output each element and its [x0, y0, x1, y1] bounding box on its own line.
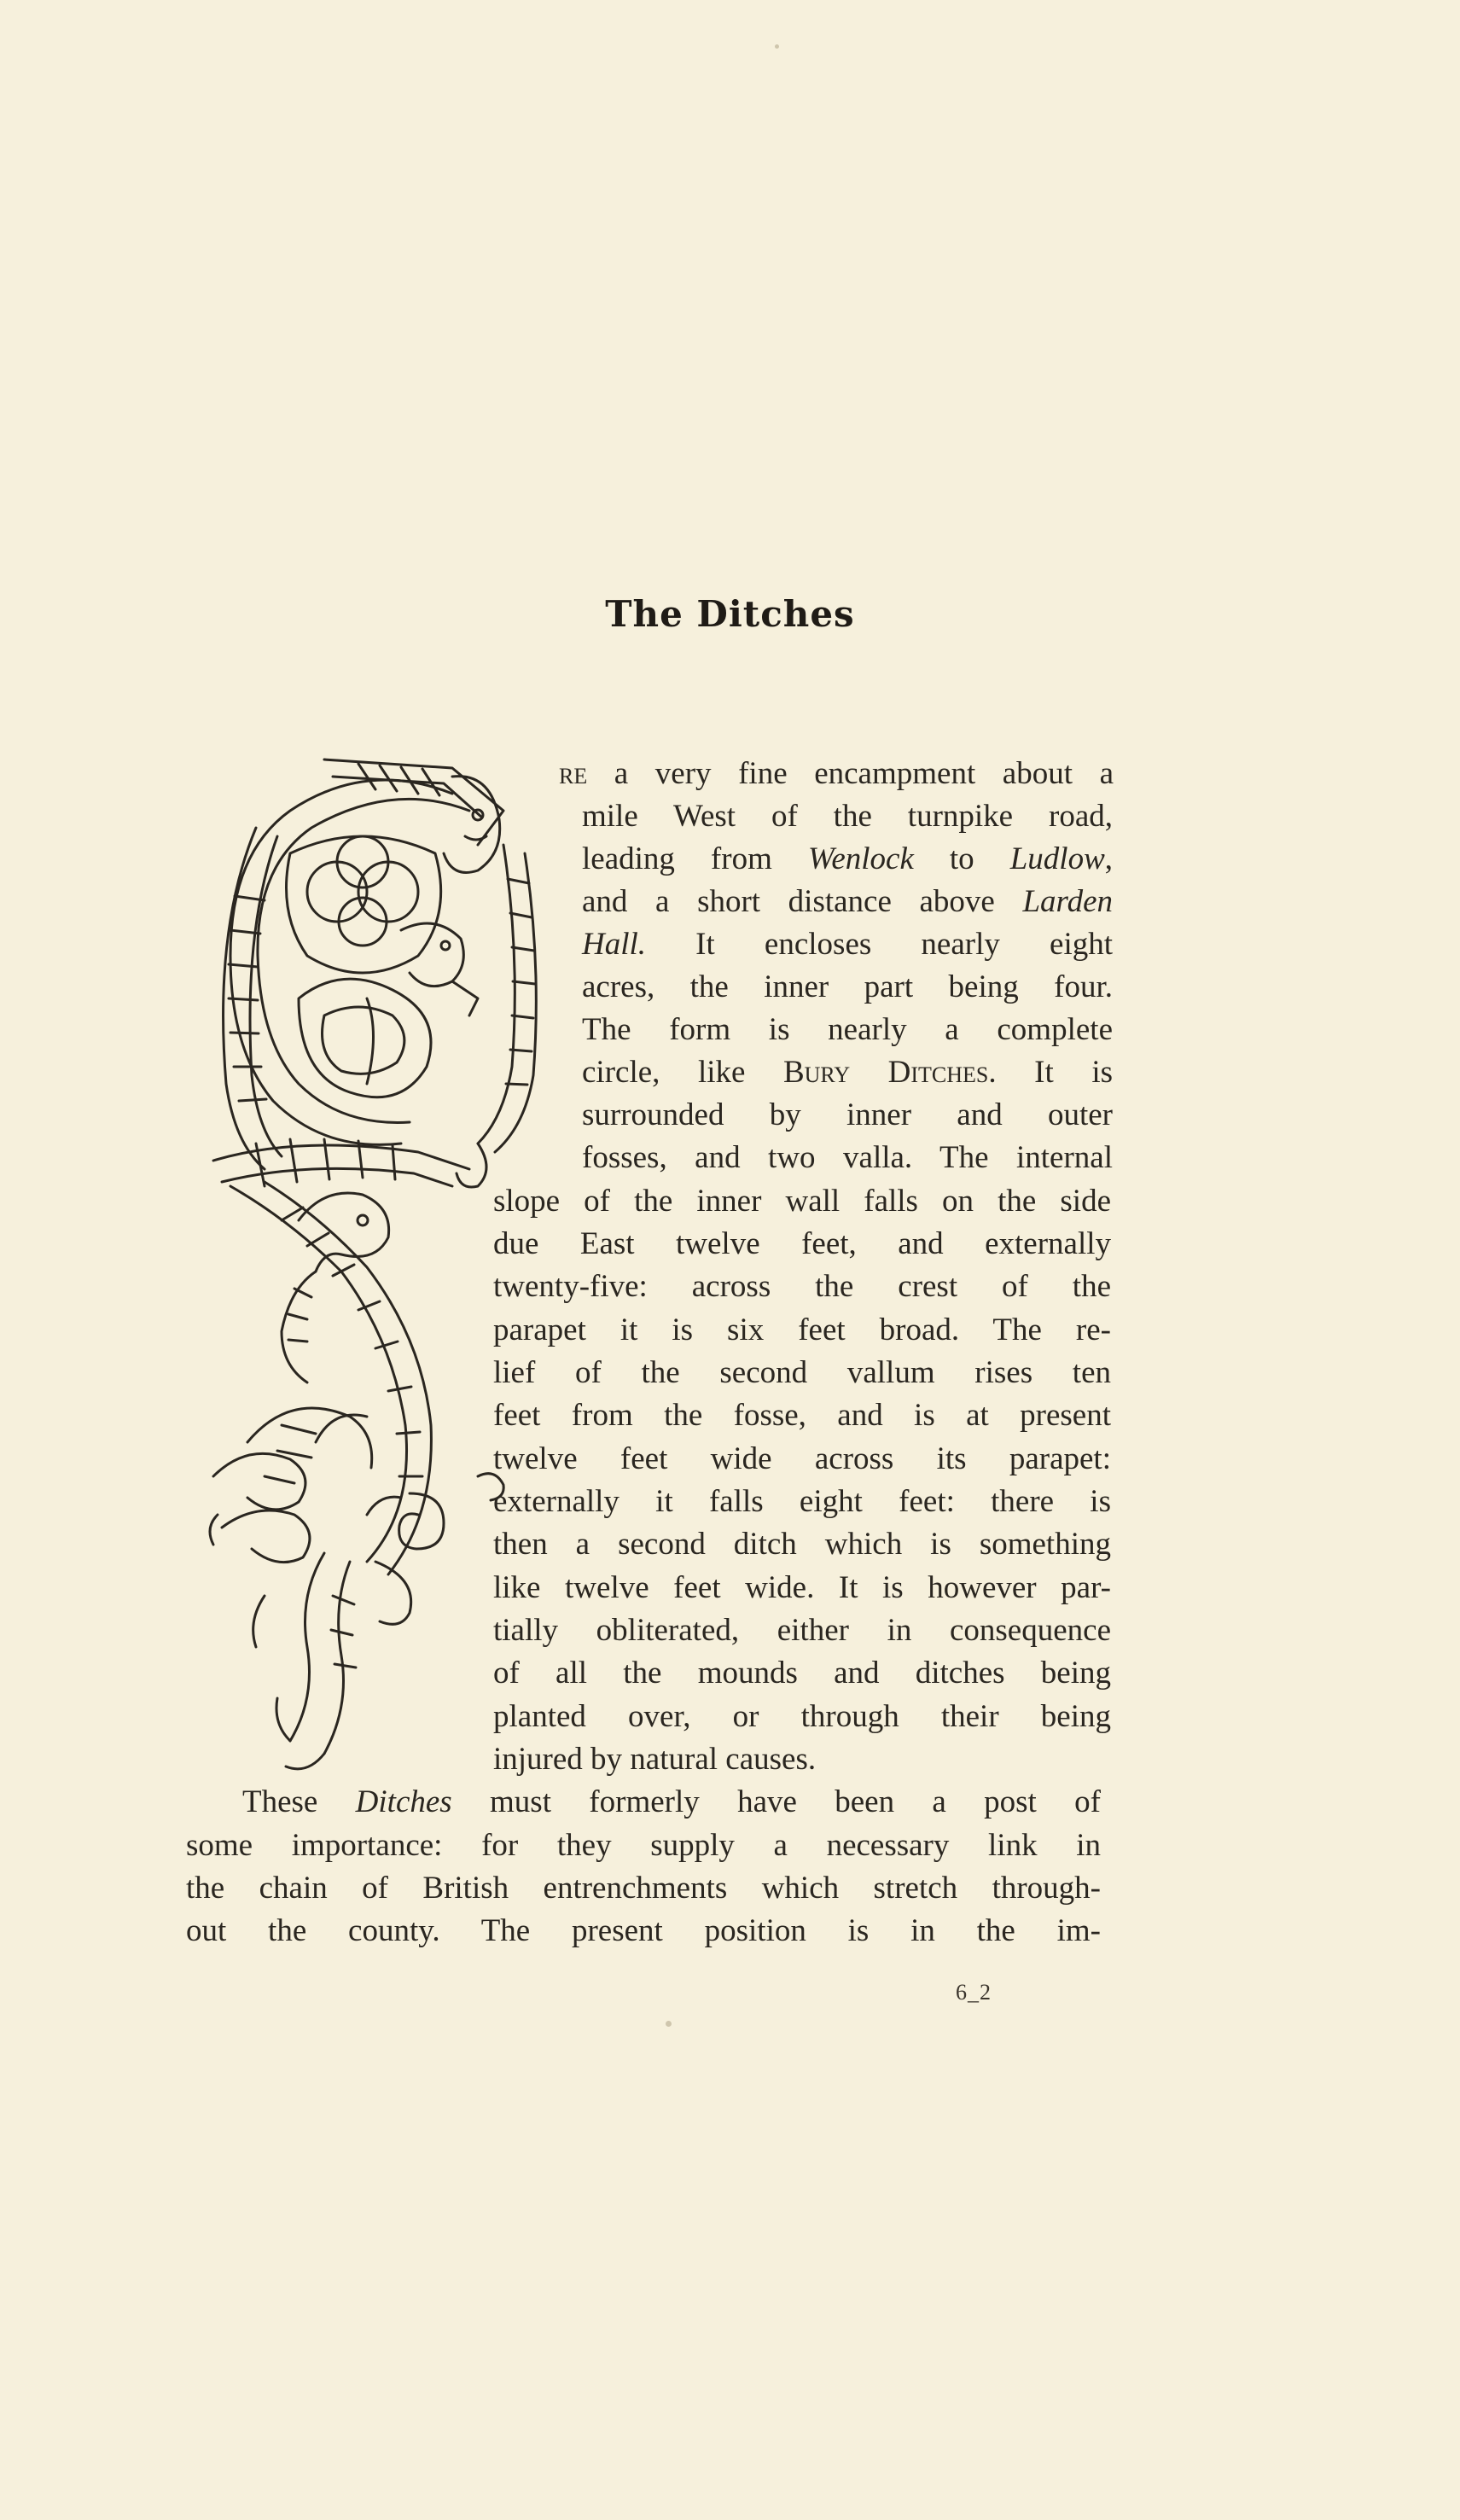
text-line: the chain of British entrenchments which stretch through- [186, 1871, 1101, 1906]
text-line: lief of the second vallum rises ten [493, 1355, 1111, 1390]
chapter-title: The Ditches [605, 593, 855, 635]
text-line: externally it falls eight feet: there is [493, 1484, 1111, 1519]
text-line: parapet it is six feet broad. The re- [493, 1312, 1111, 1347]
text-line: fosses, and two valla. The internal [582, 1140, 1113, 1175]
text-line: feet from the fosse, and is at present [493, 1398, 1111, 1433]
text-line: like twelve feet wide. It is however par- [493, 1570, 1111, 1605]
text-line: of all the mounds and ditches being [493, 1656, 1111, 1691]
text-line: injured by natural causes. [493, 1742, 817, 1777]
text-line: some importance: for they supply a necessary link in [186, 1828, 1101, 1863]
text-line: out the county. The present position is in the im- [186, 1913, 1101, 1948]
signature-mark: 6_2 [956, 1980, 992, 2005]
text-line: tially obliterated, either in consequence [493, 1613, 1111, 1648]
paper-speck [666, 2021, 672, 2027]
text-line: Hall. It encloses nearly eight [582, 927, 1113, 962]
text-line: re a very fine encampment about a [559, 756, 1114, 791]
text-line: planted over, or through their being [493, 1699, 1111, 1734]
text-line: These Ditches must formerly have been a post of [242, 1784, 1101, 1819]
text-line: twelve feet wide across its parapet: [493, 1441, 1111, 1476]
text-line: slope of the inner wall falls on the side [493, 1184, 1111, 1219]
paper-speck [775, 44, 779, 49]
text-line: surrounded by inner and outer [582, 1097, 1113, 1132]
drop-cap-continuation: re [559, 756, 588, 791]
text-line: mile West of the turnpike road, [582, 799, 1113, 834]
text-line: then a second ditch which is something [493, 1527, 1111, 1562]
text-line: and a short distance above Larden [582, 884, 1113, 919]
text-line: due East twelve feet, and externally [493, 1226, 1111, 1261]
text-line: The form is nearly a complete [582, 1012, 1113, 1047]
text-line: twenty-five: across the crest of the [493, 1269, 1111, 1304]
text-line: circle, like Bury Ditches. It is [582, 1055, 1113, 1090]
text-line: acres, the inner part being four. [582, 969, 1113, 1004]
text-line: leading from Wenlock to Ludlow, [582, 841, 1114, 876]
